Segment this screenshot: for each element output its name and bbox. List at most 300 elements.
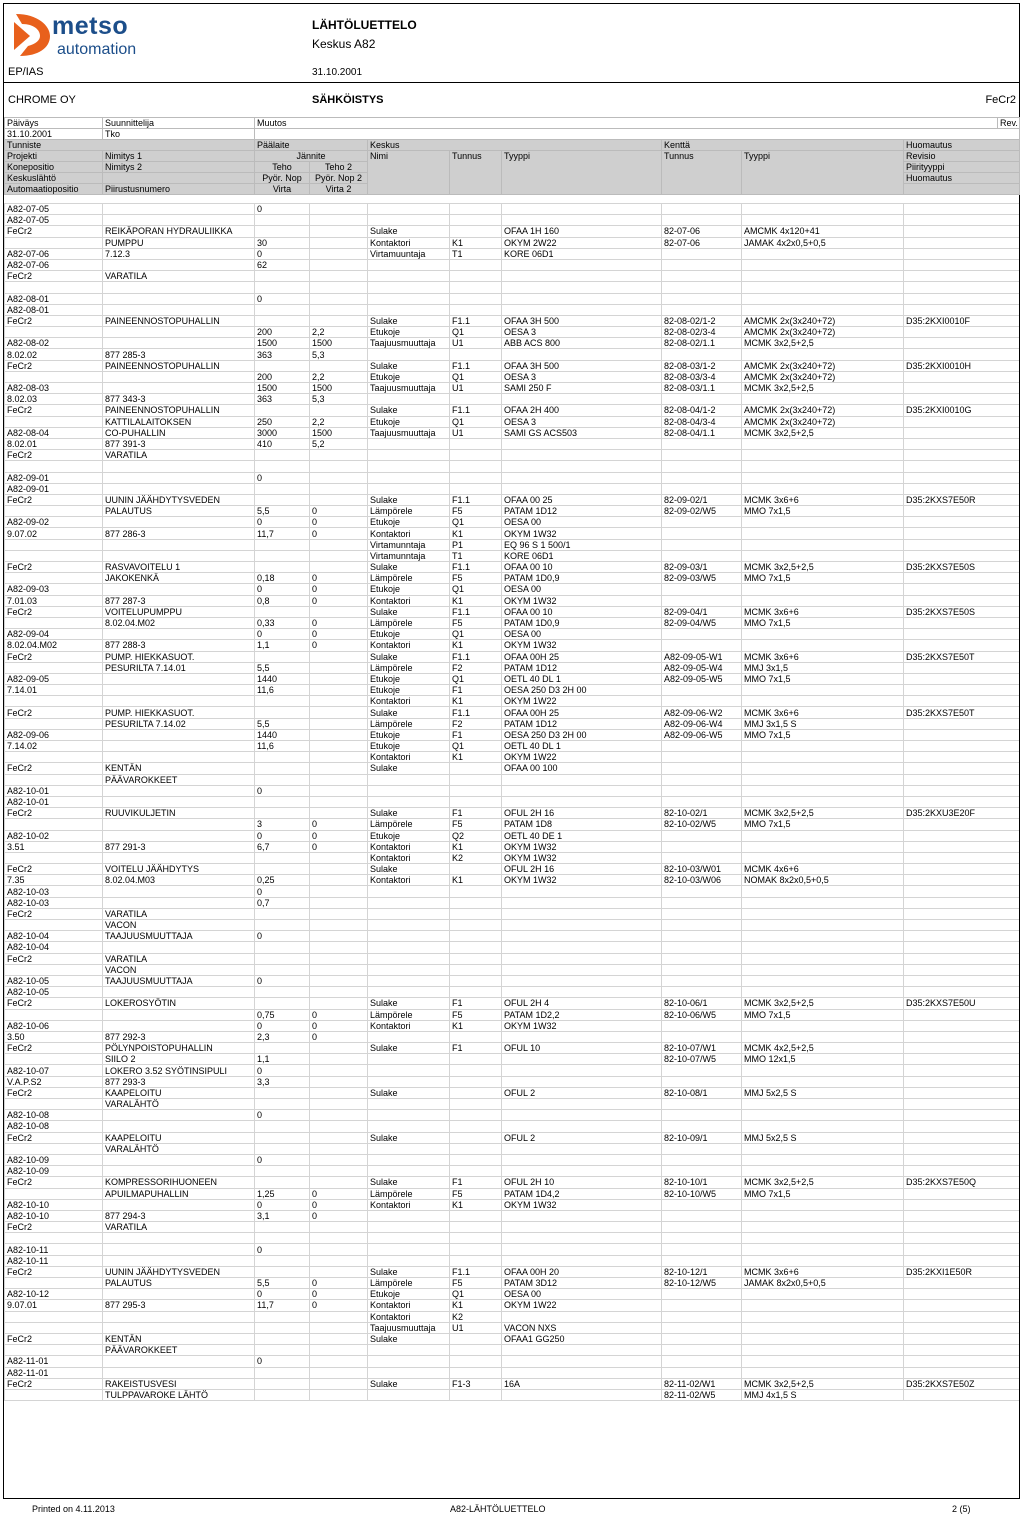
table-cell: Kontaktori <box>368 841 450 852</box>
table-cell <box>255 1367 310 1378</box>
table-cell <box>450 1132 502 1143</box>
table-cell: 5,5 <box>255 1278 310 1289</box>
table-cell: UUNIN JÄÄHDYTYSVEDEN <box>103 1266 255 1277</box>
table-cell: OKYM 1W32 <box>502 841 662 852</box>
table-cell <box>255 1389 310 1400</box>
table-cell: Lämpörele <box>368 617 450 628</box>
table-cell: 82-09-04/W5 <box>662 617 742 628</box>
metso-logo-mark-icon <box>10 10 54 60</box>
table-cell <box>742 841 904 852</box>
table-cell <box>103 629 255 640</box>
table-cell <box>368 1031 450 1042</box>
table-cell: A82-09-04 <box>5 629 103 640</box>
table-cell <box>5 1188 103 1199</box>
table-cell <box>255 953 310 964</box>
table-cell: PATAM 1D2,2 <box>502 1009 662 1020</box>
table-cell: Etukoje <box>368 1289 450 1300</box>
table-cell: 11,7 <box>255 1300 310 1311</box>
table-cell <box>904 1289 1020 1300</box>
table-cell: 82-08-02/1-2 <box>662 315 742 326</box>
table-cell: Taajuusmuuttaja <box>368 338 450 349</box>
table-cell: FeCr2 <box>5 271 103 282</box>
table-cell: 877 294-3 <box>103 1210 255 1221</box>
table-row <box>5 1188 1020 1199</box>
table-row <box>5 248 1020 259</box>
table-row <box>5 506 1020 517</box>
table-cell: K1 <box>450 1020 502 1031</box>
table-cell <box>742 964 904 975</box>
table-row <box>5 573 1020 584</box>
table-cell <box>255 562 310 573</box>
table-cell: OESA 00 <box>502 1289 662 1300</box>
table-cell: Q1 <box>450 1289 502 1300</box>
table-cell <box>310 1154 368 1165</box>
table-cell <box>310 1311 368 1322</box>
table-cell <box>255 606 310 617</box>
table-cell <box>904 215 1020 226</box>
table-cell <box>5 1009 103 1020</box>
table-cell <box>742 942 904 953</box>
table-cell <box>103 1356 255 1367</box>
table-cell: OKYM 1W32 <box>502 595 662 606</box>
table-cell: 82-08-04/3-4 <box>662 416 742 427</box>
table-cell: MCMK 3x2,5+2,5 <box>742 1177 904 1188</box>
table-cell <box>904 1099 1020 1110</box>
table-cell <box>5 920 103 931</box>
table-cell: Lämpörele <box>368 1009 450 1020</box>
table-cell: Kontaktori <box>368 1199 450 1210</box>
table-cell <box>904 438 1020 449</box>
table-cell <box>310 964 368 975</box>
table-cell <box>310 1322 368 1333</box>
table-cell <box>368 293 450 304</box>
table-cell <box>662 1031 742 1042</box>
group-header: Huomautus <box>904 140 1020 151</box>
table-cell: MCMK 3x2,5+2,5 <box>742 383 904 394</box>
table-cell <box>904 1199 1020 1210</box>
table-cell: F1.1 <box>450 707 502 718</box>
table-cell <box>742 640 904 651</box>
table-cell: 82-08-03/1.1 <box>662 383 742 394</box>
table-cell <box>742 1199 904 1210</box>
table-cell: Lämpörele <box>368 506 450 517</box>
table-cell <box>310 539 368 550</box>
table-cell <box>310 1110 368 1121</box>
table-cell <box>310 685 368 696</box>
table-cell: K1 <box>450 595 502 606</box>
table-cell <box>662 438 742 449</box>
table-cell <box>662 1345 742 1356</box>
table-cell <box>255 752 310 763</box>
table-cell <box>5 327 103 338</box>
table-cell <box>742 685 904 696</box>
table-cell: A82-08-02 <box>5 338 103 349</box>
col-header: Pyör. Nop 2 <box>310 173 368 184</box>
table-cell: SAMI GS ACS503 <box>502 427 662 438</box>
table-cell <box>450 1110 502 1121</box>
table-row <box>5 416 1020 427</box>
table-cell <box>310 942 368 953</box>
table-cell <box>904 506 1020 517</box>
table-cell: A82-10-10 <box>5 1199 103 1210</box>
table-cell <box>103 1322 255 1333</box>
table-cell: 9.07.01 <box>5 1300 103 1311</box>
table-cell <box>742 1020 904 1031</box>
table-cell: 0 <box>310 1300 368 1311</box>
table-cell: OESA 3 <box>502 416 662 427</box>
table-cell <box>103 1233 255 1244</box>
table-cell <box>310 718 368 729</box>
table-cell: Q1 <box>450 741 502 752</box>
table-cell <box>904 1065 1020 1076</box>
table-cell: MMO 7x1,5 <box>742 617 904 628</box>
table-cell <box>742 1222 904 1233</box>
table-cell <box>310 226 368 237</box>
table-cell <box>904 248 1020 259</box>
table-cell: D35:2KXI0010F <box>904 315 1020 326</box>
table-row <box>5 1031 1020 1042</box>
table-cell <box>368 394 450 405</box>
table-cell <box>310 1166 368 1177</box>
table-cell <box>742 204 904 215</box>
table-row <box>5 685 1020 696</box>
table-cell <box>5 539 103 550</box>
col-header: Virta <box>255 184 310 195</box>
table-cell: 82-10-02/1 <box>662 808 742 819</box>
table-cell: Sulake <box>368 1177 450 1188</box>
table-cell <box>310 729 368 740</box>
table-cell: K1 <box>450 528 502 539</box>
table-cell <box>310 852 368 863</box>
table-cell: 3000 <box>255 427 310 438</box>
table-cell <box>502 450 662 461</box>
table-cell <box>450 975 502 986</box>
table-cell: VARATILA <box>103 271 255 282</box>
table-cell <box>742 1367 904 1378</box>
table-cell: Kontaktori <box>368 1020 450 1031</box>
table-cell <box>742 304 904 315</box>
table-cell <box>310 707 368 718</box>
table-cell: Q1 <box>450 416 502 427</box>
table-cell <box>742 785 904 796</box>
table-row <box>5 707 1020 718</box>
table-cell: U1 <box>450 427 502 438</box>
table-cell: PUMPPU <box>103 237 255 248</box>
table-cell <box>742 450 904 461</box>
table-cell <box>5 1278 103 1289</box>
table-cell <box>904 394 1020 405</box>
table-cell <box>742 394 904 405</box>
header-divider <box>4 82 1019 83</box>
table-cell: 82-08-03/3-4 <box>662 371 742 382</box>
table-cell <box>742 752 904 763</box>
table-cell <box>904 841 1020 852</box>
table-cell: AMCMK 2x(3x240+72) <box>742 315 904 326</box>
table-cell: 82-10-10/W5 <box>662 1188 742 1199</box>
table-cell <box>502 1166 662 1177</box>
table-cell: OKYM 1W32 <box>502 640 662 651</box>
table-cell <box>502 964 662 975</box>
table-row <box>5 1166 1020 1177</box>
table-cell: Sulake <box>368 1378 450 1389</box>
table-cell: D35:2KXS7E50Z <box>904 1378 1020 1389</box>
table-cell: 0 <box>255 1110 310 1121</box>
table-cell <box>742 908 904 919</box>
table-cell: 250 <box>255 416 310 427</box>
client-name: CHROME OY <box>8 94 76 106</box>
table-cell: F1.1 <box>450 315 502 326</box>
table-cell: MCMK 3x6+6 <box>742 606 904 617</box>
table-cell <box>450 293 502 304</box>
table-cell: PAINEENNOSTOPUHALLIN <box>103 315 255 326</box>
table-cell <box>103 327 255 338</box>
table-cell <box>904 528 1020 539</box>
table-cell <box>368 271 450 282</box>
table-cell <box>904 785 1020 796</box>
table-cell: 82-10-03/W06 <box>662 875 742 886</box>
table-cell <box>368 931 450 942</box>
table-cell: LOKEROSYÖTIN <box>103 998 255 1009</box>
table-cell: 82-08-04/1-2 <box>662 405 742 416</box>
table-cell: 7.01.03 <box>5 595 103 606</box>
table-cell: 0 <box>310 830 368 841</box>
table-cell <box>5 1389 103 1400</box>
table-cell: D35:2KXS7E50Q <box>904 1177 1020 1188</box>
table-cell <box>368 796 450 807</box>
table-cell <box>368 1054 450 1065</box>
table-cell <box>310 461 368 472</box>
table-cell: Sulake <box>368 1132 450 1143</box>
table-row <box>5 1244 1020 1255</box>
table-cell <box>450 763 502 774</box>
table-cell <box>368 886 450 897</box>
table-cell: A82-10-07 <box>5 1065 103 1076</box>
table-cell <box>368 964 450 975</box>
table-cell: Sulake <box>368 864 450 875</box>
table-cell <box>904 662 1020 673</box>
table-cell: SIILO 2 <box>103 1054 255 1065</box>
table-cell <box>904 1154 1020 1165</box>
table-cell <box>662 1076 742 1087</box>
table-cell <box>255 651 310 662</box>
table-cell <box>310 696 368 707</box>
table-cell: OFUL 2H 4 <box>502 998 662 1009</box>
table-row <box>5 841 1020 852</box>
table-cell <box>310 562 368 573</box>
table-cell: PESURILTA 7.14.02 <box>103 718 255 729</box>
table-cell: OFUL 2 <box>502 1132 662 1143</box>
table-cell: OFAA 00 10 <box>502 606 662 617</box>
table-cell: A82-11-01 <box>5 1356 103 1367</box>
table-cell: RASVAVOITELU 1 <box>103 562 255 573</box>
table-cell: MMO 7x1,5 <box>742 1009 904 1020</box>
table-cell: 82-10-06/W5 <box>662 1009 742 1020</box>
table-cell: Q1 <box>450 584 502 595</box>
table-cell <box>368 215 450 226</box>
table-cell <box>310 998 368 1009</box>
table-cell <box>255 1121 310 1132</box>
table-cell: 1500 <box>255 383 310 394</box>
table-cell: Kontaktori <box>368 595 450 606</box>
table-cell <box>310 271 368 282</box>
table-cell <box>368 1389 450 1400</box>
table-cell: A82-10-09 <box>5 1166 103 1177</box>
table-cell: 0 <box>255 886 310 897</box>
meta-label-row <box>5 118 1020 129</box>
table-cell: F5 <box>450 573 502 584</box>
table-cell: KATTILALAITOKSEN <box>103 416 255 427</box>
table-cell <box>310 405 368 416</box>
table-row <box>5 237 1020 248</box>
table-cell: PATAM 1D12 <box>502 718 662 729</box>
table-row <box>5 1199 1020 1210</box>
table-cell <box>904 752 1020 763</box>
table-cell: PATAM 1D4,2 <box>502 1188 662 1199</box>
document-page <box>3 3 1020 1499</box>
table-cell: KENTÄN <box>103 763 255 774</box>
table-cell: D35:2KXI1E50R <box>904 1266 1020 1277</box>
table-cell: 6,7 <box>255 841 310 852</box>
table-cell <box>742 550 904 561</box>
table-cell: Q1 <box>450 629 502 640</box>
table-cell <box>255 763 310 774</box>
table-cell: AMCMK 2x(3x240+72) <box>742 360 904 371</box>
table-cell: Q1 <box>450 673 502 684</box>
table-cell <box>662 248 742 259</box>
table-cell <box>310 1378 368 1389</box>
table-cell <box>368 1222 450 1233</box>
table-cell: MCMK 3x2,5+2,5 <box>742 1378 904 1389</box>
meta-value: Tko <box>103 129 255 140</box>
table-cell: KAAPELOITU <box>103 1132 255 1143</box>
table-cell <box>310 360 368 371</box>
table-cell: A82-08-01 <box>5 293 103 304</box>
col-header: Teho 2 <box>310 162 368 173</box>
table-cell <box>904 573 1020 584</box>
table-cell <box>103 293 255 304</box>
table-cell: 0 <box>255 204 310 215</box>
table-cell: KAAPELOITU <box>103 1087 255 1098</box>
table-cell: 2,2 <box>310 371 368 382</box>
table-cell <box>904 338 1020 349</box>
table-cell: D35:2KXI0010G <box>904 405 1020 416</box>
table-cell <box>904 920 1020 931</box>
table-cell: A82-10-03 <box>5 886 103 897</box>
table-cell: 8.02.04.M02 <box>103 617 255 628</box>
table-cell <box>502 304 662 315</box>
table-cell: 8.02.02 <box>5 349 103 360</box>
table-cell <box>310 550 368 561</box>
table-cell: Etukoje <box>368 629 450 640</box>
table-cell <box>255 964 310 975</box>
table-cell: 82-09-02/W5 <box>662 506 742 517</box>
table-cell <box>5 1099 103 1110</box>
table-cell: K1 <box>450 752 502 763</box>
table-cell: A82-09-02 <box>5 517 103 528</box>
table-cell <box>662 640 742 651</box>
table-row <box>5 1222 1020 1233</box>
table-cell <box>904 1278 1020 1289</box>
table-cell: A82-09-03 <box>5 584 103 595</box>
table-cell: F1.1 <box>450 360 502 371</box>
table-cell: 877 291-3 <box>103 841 255 852</box>
table-cell: 1,25 <box>255 1188 310 1199</box>
table-cell <box>904 517 1020 528</box>
table-cell <box>502 920 662 931</box>
table-cell <box>662 1065 742 1076</box>
logo-sub-text: automation <box>57 41 137 58</box>
table-cell: MMO 7x1,5 <box>742 729 904 740</box>
table-cell: Etukoje <box>368 327 450 338</box>
table-cell: Kontaktori <box>368 852 450 863</box>
table-cell <box>502 1054 662 1065</box>
table-cell: Sulake <box>368 562 450 573</box>
table-cell: Etukoje <box>368 830 450 841</box>
table-cell: F2 <box>450 662 502 673</box>
table-row <box>5 1300 1020 1311</box>
table-cell <box>368 461 450 472</box>
col-header: Nimitys 2 <box>103 162 255 173</box>
table-cell: A82-10-09 <box>5 1154 103 1165</box>
table-row <box>5 1356 1020 1367</box>
table-cell: F1 <box>450 685 502 696</box>
table-cell: 5,5 <box>255 506 310 517</box>
meta-label: Suunnittelija <box>103 118 255 129</box>
table-cell: 30 <box>255 237 310 248</box>
table-cell <box>255 1255 310 1266</box>
table-cell: 877 286-3 <box>103 528 255 539</box>
table-cell <box>904 349 1020 360</box>
table-row <box>5 483 1020 494</box>
table-cell <box>502 908 662 919</box>
table-cell <box>103 852 255 863</box>
table-cell <box>255 1132 310 1143</box>
table-cell <box>904 1244 1020 1255</box>
table-cell: 82-10-03/W01 <box>662 864 742 875</box>
table-cell <box>904 1255 1020 1266</box>
table-cell: 2,2 <box>310 327 368 338</box>
table-cell: OFAA 1H 160 <box>502 226 662 237</box>
table-row <box>5 1132 1020 1143</box>
table-row <box>5 964 1020 975</box>
table-cell <box>368 483 450 494</box>
table-cell: 7.12.3 <box>103 248 255 259</box>
table-cell <box>904 1210 1020 1221</box>
table-cell: APUILMAPUHALLIN <box>103 1188 255 1199</box>
table-cell <box>662 539 742 550</box>
table-cell: EQ 96 S 1 500/1 <box>502 539 662 550</box>
table-cell <box>368 908 450 919</box>
table-cell: A82-10-01 <box>5 796 103 807</box>
table-cell: VARATILA <box>103 1222 255 1233</box>
table-cell: 0 <box>255 931 310 942</box>
meta-label: Rev. <box>998 118 1020 129</box>
table-cell: MCMK 3x6+6 <box>742 707 904 718</box>
table-row <box>5 528 1020 539</box>
table-cell: 877 391-3 <box>103 438 255 449</box>
table-cell: AMCMK 2x(3x240+72) <box>742 405 904 416</box>
table-row <box>5 908 1020 919</box>
table-cell <box>255 1222 310 1233</box>
table-cell <box>310 774 368 785</box>
table-cell <box>502 204 662 215</box>
table-cell: Lämpörele <box>368 718 450 729</box>
table-cell <box>904 1322 1020 1333</box>
table-cell <box>662 1356 742 1367</box>
table-cell <box>662 259 742 270</box>
table-cell <box>662 1289 742 1300</box>
table-cell: 1500 <box>310 383 368 394</box>
